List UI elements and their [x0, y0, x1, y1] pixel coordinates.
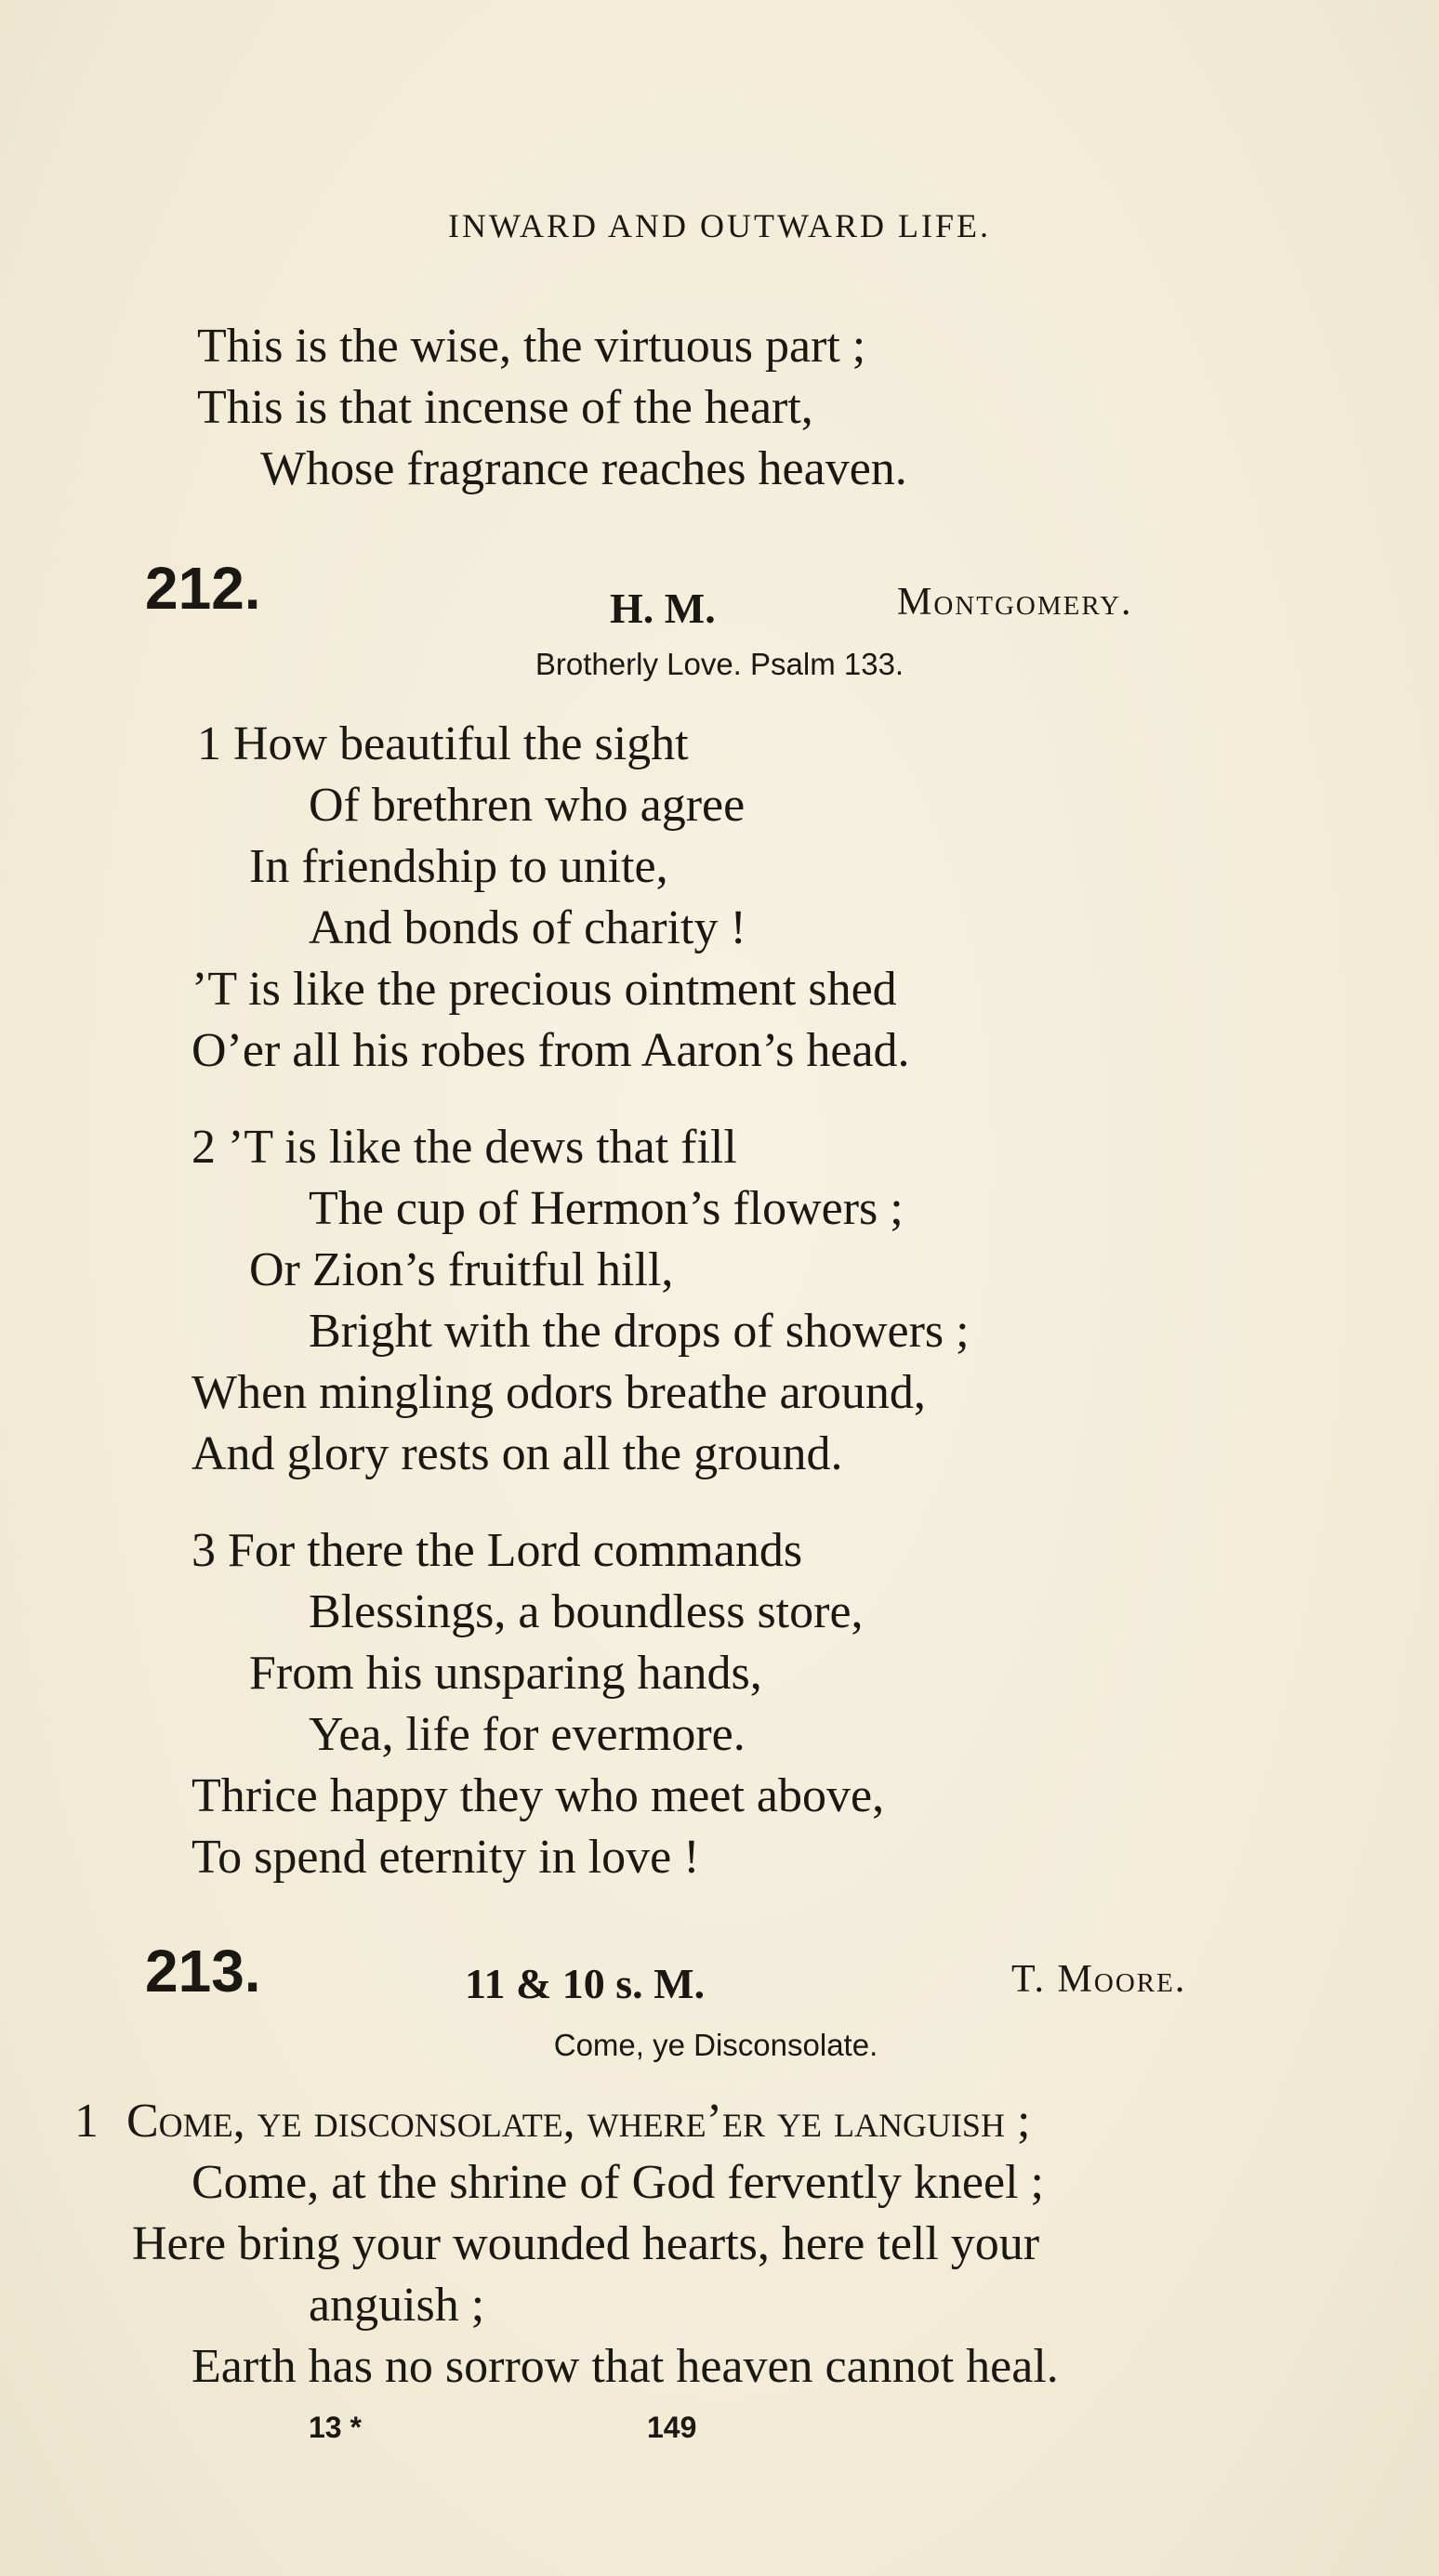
verse-line: Or Zion’s fruitful hill, — [249, 1243, 674, 1296]
verse-line: O’er all his robes from Aaron’s head. — [191, 1024, 910, 1077]
verse-line: Of brethren who agree — [309, 779, 746, 832]
running-head: INWARD AND OUTWARD LIFE. — [448, 207, 991, 244]
verse-line: The cup of Hermon’s flowers ; — [309, 1182, 904, 1235]
hymn-author: T. Moore. — [1011, 1958, 1187, 2001]
verse-line: anguish ; — [309, 2279, 485, 2332]
verse-line: 2 ’T is like the dews that fill — [191, 1121, 737, 1174]
verse-line: Bright with the drops of showers ; — [309, 1305, 970, 1358]
verse-line: 1 How beautiful the sight — [197, 717, 689, 770]
verse-line: Yea, life for evermore. — [309, 1708, 746, 1761]
hymn-number: 213. — [145, 1938, 261, 2004]
hymn-subtitle: Come, ye Disconsolate. — [553, 2028, 878, 2062]
verse-line: And bonds of charity ! — [309, 901, 746, 954]
verse-line: When mingling odors breathe around, — [191, 1366, 926, 1419]
signature-mark: 13 * — [309, 2411, 362, 2444]
verse-line: Earth has no sorrow that heaven cannot heal. — [191, 2340, 1059, 2393]
verse-line: Here bring your wounded hearts, here tell your — [132, 2217, 1040, 2270]
verse-line — [126, 2091, 1030, 2152]
page-number: 149 — [647, 2411, 697, 2444]
hymn-meter: 11 & 10 s. M. — [465, 1960, 706, 2007]
verse-line: This is that incense of the heart, — [197, 381, 813, 434]
verse-line: Thrice happy they who meet above, — [191, 1769, 885, 1822]
verse-line-text: Come, ye disconsolate, where’er ye languish ; — [126, 2095, 1031, 2148]
verse-line: Blessings, a boundless store, — [309, 1585, 864, 1638]
verse-line: And glory rests on all the ground. — [191, 1427, 843, 1480]
verse-line: 3 For there the Lord commands — [191, 1524, 803, 1577]
verse-line: Whose fragrance reaches heaven. — [260, 442, 907, 495]
verse-line: In friendship to unite, — [249, 840, 668, 893]
stanza-number: 1 — [74, 2095, 99, 2148]
hymn-subtitle: Brotherly Love. Psalm 133. — [535, 647, 904, 681]
hymn-meter: H. M. — [610, 585, 716, 632]
verse-line: From his unsparing hands, — [249, 1647, 762, 1700]
hymn-author: Montgomery. — [897, 581, 1133, 624]
verse-line: To spend eternity in love ! — [191, 1831, 700, 1884]
hymn-number: 212. — [145, 555, 261, 622]
verse-line: Come, at the shrine of God fervently kneel ; — [191, 2156, 1044, 2209]
verse-line: ’T is like the precious ointment shed — [191, 963, 897, 1016]
verse-line: This is the wise, the virtuous part ; — [197, 320, 866, 373]
